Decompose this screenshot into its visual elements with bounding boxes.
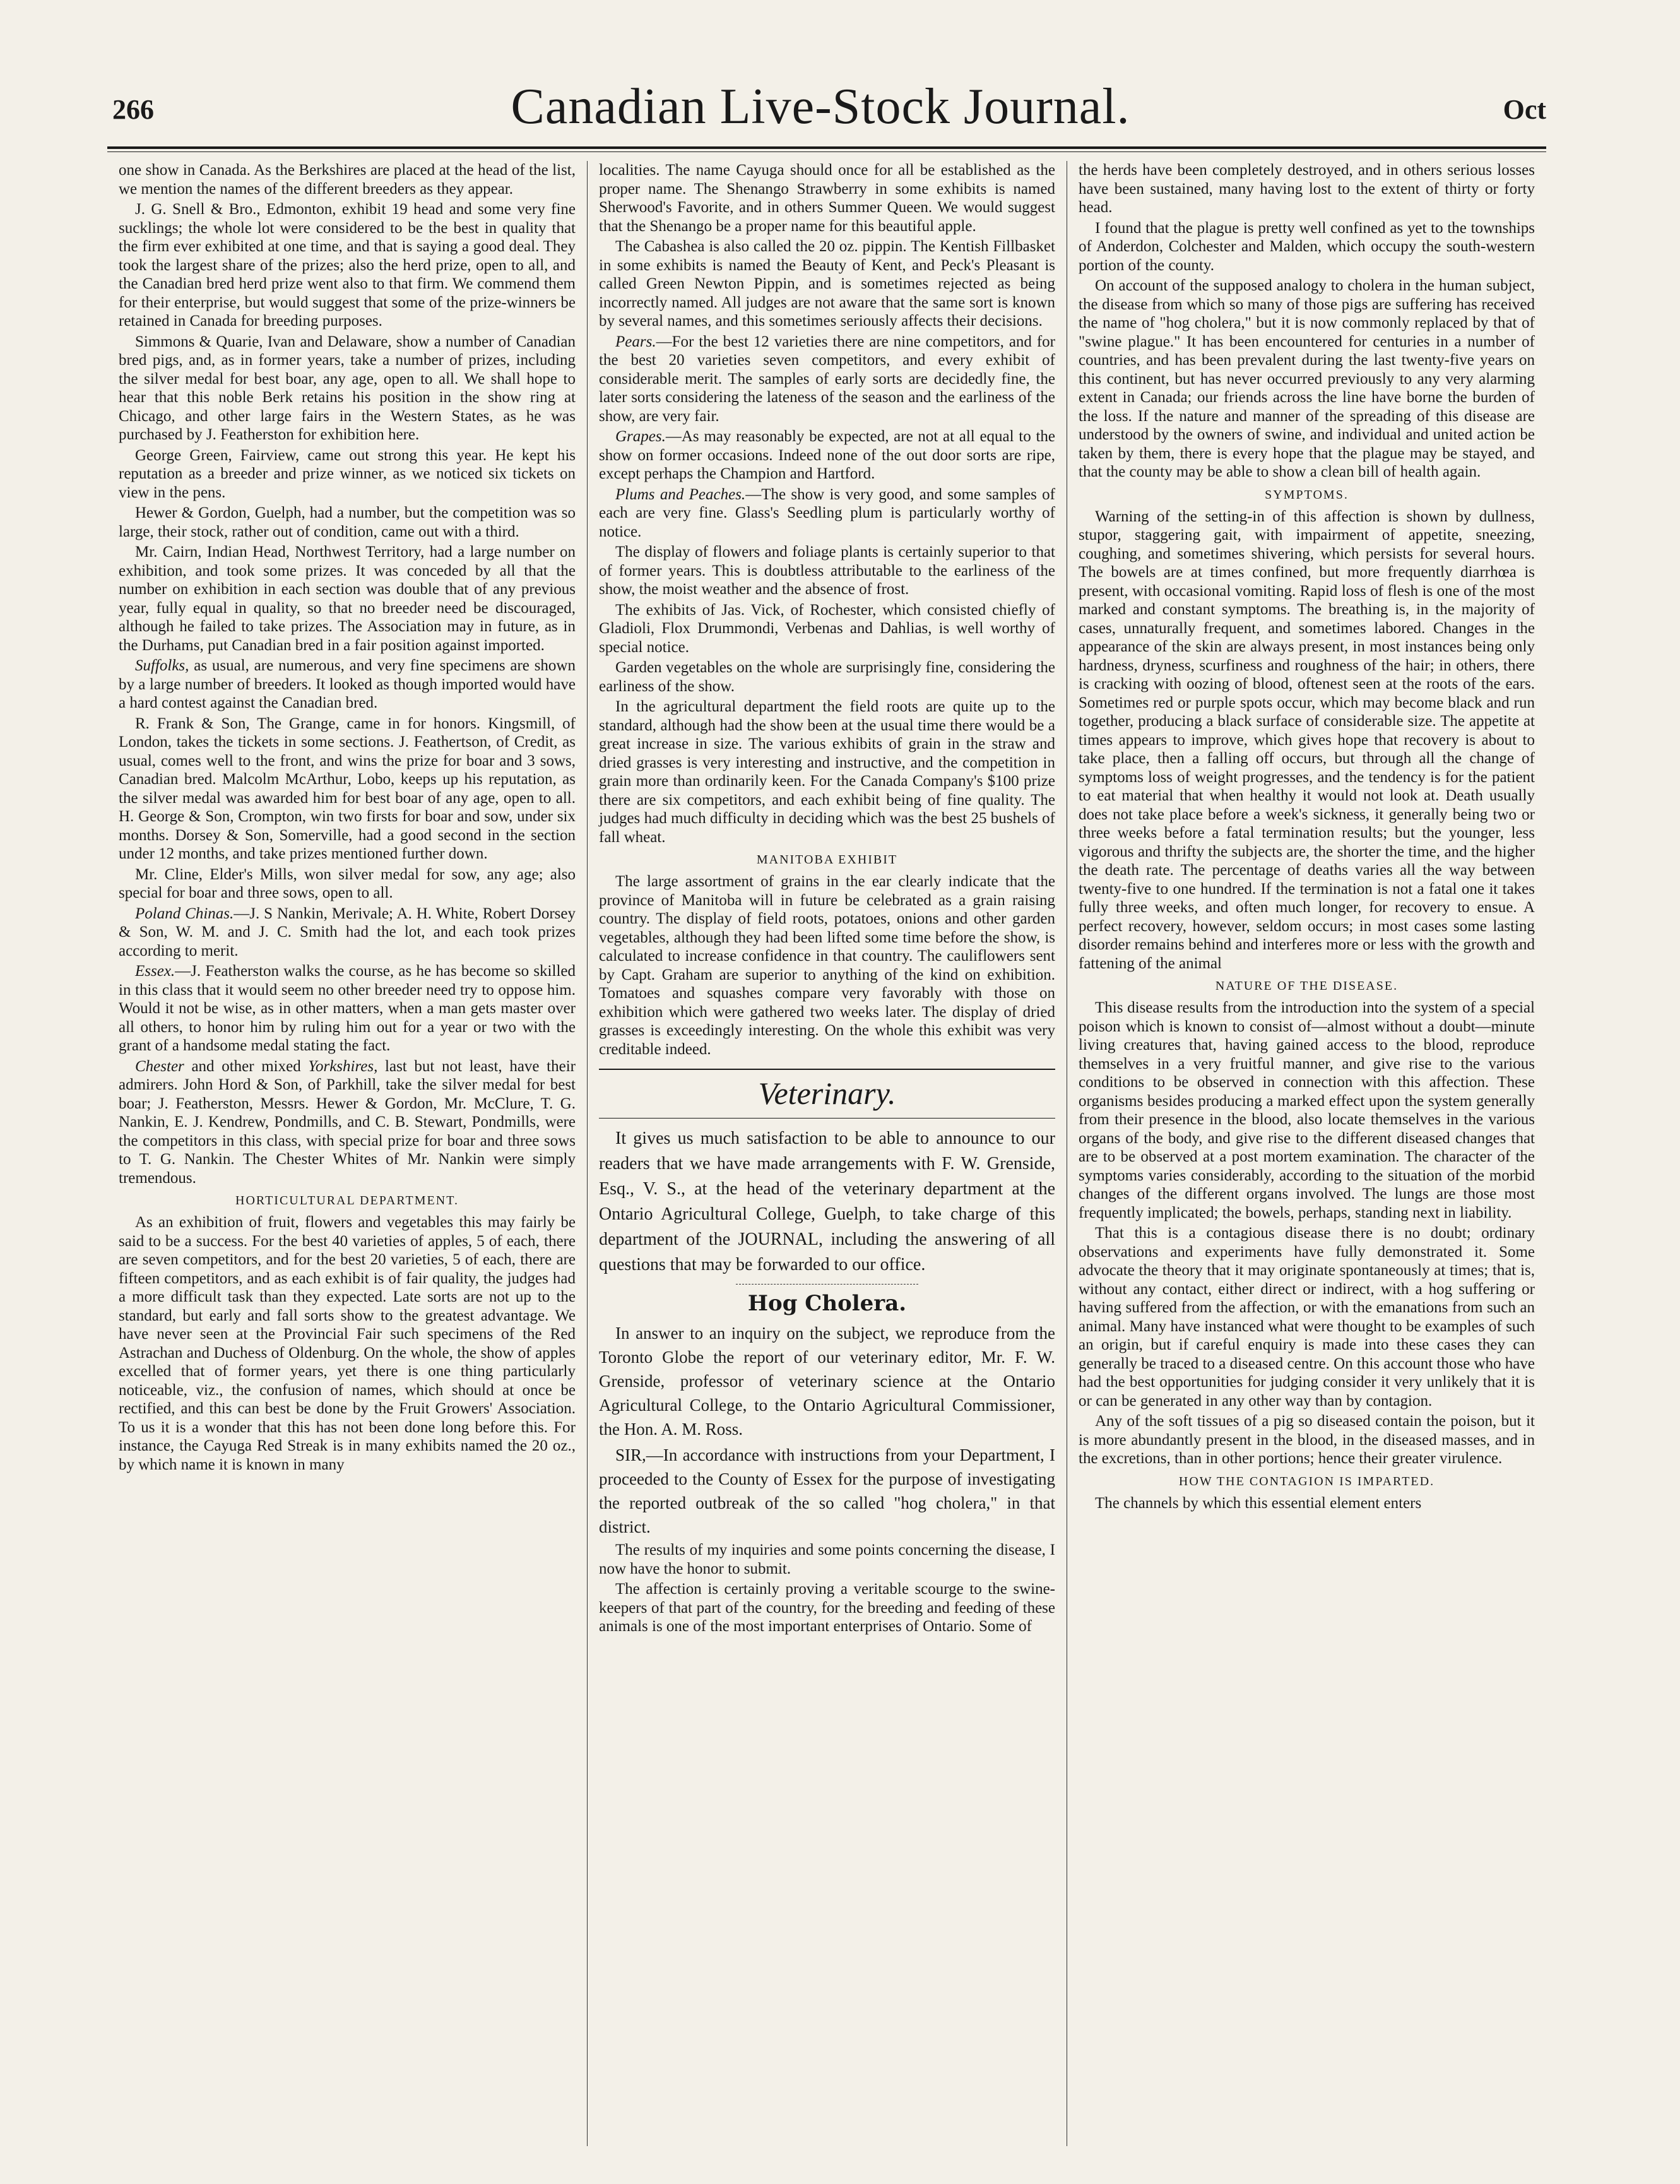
paragraph-text: last but not least, have their admirers. John Hord & Son, of Parkhill, take the silver medal for best boar; J. Featherston, Messrs. Hewer & Gordon, Mr. McClure, T. G. Nankin, E. J. Kendrew, Pondmills, and C. B. Stewart, Pondmills, were the competitors in this class, with special prize for boar and three sows to T. G. Nankin. The Chester Whites of Mr. Nankin were simply tremendous. — [119, 1057, 576, 1187]
section-heading: NATURE OF THE DISEASE. — [1215, 979, 1399, 993]
lead-in: Grapes. — [615, 428, 666, 445]
paragraph: Hewer & Gordon, Guelph, had a number, but the competition was so large, their stock, rather out of condition, came out with a third. — [119, 504, 576, 540]
page-header — [95, 76, 1546, 145]
paragraph: George Green, Fairview, came out strong this year. He kept his reputation as a breeder and prize winner, as we noticed six tickets on view in the pens. — [119, 446, 576, 501]
lead-in: Pears. — [615, 333, 656, 350]
paragraph: Mr. Cairn, Indian Head, Northwest Territory, had a large number on exhibition, and took some prizes. It was conceded by all that the number on exhibition in each section was double that of any previous year, fully equal in quality, so that no breeder need be discouraged, although he failed to take prizes. The Association may in future, as in the Durhams, put Canadian bred in a fair position against imported. — [119, 543, 576, 654]
paragraph-chester — [119, 1057, 576, 1188]
section-heading: HOW THE CONTAGION IS IMPARTED. — [1178, 1474, 1435, 1488]
paragraph: The exhibits of Jas. Vick, of Rochester, which consisted chiefly of Gladioli, Flox Drummondi, Verbenas and Dahlias, is well worthy of special notice. — [599, 601, 1055, 656]
paragraph: The Cabashea is also called the 20 oz. pippin. The Kentish Fillbasket in some exhibits is named the Beauty of Kent, and Peck's Pleasant is called Green Newton Pippin, and is sometimes rejected as being incorrectly named. All judges are not aware that the same sort is known by several names, and this sometimes seriously affects their decisions. — [599, 238, 1055, 329]
paragraph: That this is a contagious disease there is no doubt; ordinary observations and experiments have fully demonstrated it. Some advocate the theory that it may originate spontaneously at times; that is, without any contact, either direct or indirect, with a hog suffering or having suffered from the affection, or with the emanations from such an animal. Many have instanced what were thought to be examples of such an origin, but if careful enquiry is made into these cases they can generally be traced to a diseased centre. On this account those who have had the best opportunities for judging consider it very unlikely that it is or can be generated in any other way than by contagion. — [1079, 1225, 1535, 1410]
paragraph: It gives us much satisfaction to be able to announce to our readers that we have made arrangements with F. W. Grenside, Esq., V. S., at the head of the veterinary department at the Ontario Agricultural College, Guelph, to take charge of this department of the JOURNAL, including the answering of all questions that may be forwarded to our office. — [599, 1129, 1055, 1274]
paragraph-text: —For the best 12 varieties there are nine competitors, and for the best 20 varieties seven competitors, and every exhibit of considerable merit. The samples of early sorts are decidedly fine, the later sorts considering the lateness of the season and the earliness of the show, are very fair. — [599, 333, 1055, 425]
paragraph-poland-chinas — [119, 905, 576, 961]
section-heading: MANITOBA EXHIBIT — [756, 853, 898, 867]
lead-in: Poland Chinas. — [135, 905, 234, 922]
page-number: 266 — [112, 94, 154, 125]
paragraph: The display of flowers and foliage plants is certainly superior to that of former years. This is doubtless attributable to the earliness of the show, the moist weather and the absence of frost. — [599, 543, 1055, 598]
paragraph-pears — [599, 333, 1055, 426]
paragraph: Simmons & Quarie, Ivan and Delaware, show a number of Canadian bred pigs, and, as in former years, take a number of prizes, including the silver medal for best boar, any age, open to all. We shall hope to hear that this noble Berk retains his position in the show ring at Chicago, and other large fairs in the Western States, as he was purchased by J. Featherston for exhibition here. — [119, 333, 576, 443]
section-divider — [599, 1069, 1055, 1070]
paragraph-text: —J. S Nankin, Merivale; A. H. White, Robert Dorsey & Son, W. M. and J. C. Smith had the lot, and each took prizes according to merit. — [119, 905, 576, 959]
column-1 — [107, 161, 587, 2146]
article-title: Hog Cholera. — [747, 1291, 907, 1316]
paragraph: This disease results from the introduction into the system of a special poison which is known to consist of—almost without a doubt—minute living creatures that, having gained access to the blood, reproduce themselves in a very fruitful manner, and give rise to the various conditions to be observed in connection with this affection. These organisms besides producing a marked effect upon the system generally from their presence in the blood, also locate themselves in the various organs of the body, and give rise to the different diseased changes that are to be observed at a post mortem examination. The character of the symptoms varies considerably, according to the situation of the morbid changes of the different organs involved. The lungs are those most frequently implicated; the bowels, perhaps, standing next in liability. — [1079, 999, 1535, 1221]
paragraph-text: —J. Featherston walks the course, as he has become so skilled in this class that it would seem no other breeder need try to oppose him. Would it not be wise, as in other matters, when a man gets master over all others, to honor him by ruling him out for a year or two with the grant of a handsome medal stating the fact. — [119, 963, 576, 1054]
paragraph: The channels by which this essential element enters — [1095, 1494, 1422, 1512]
journal-page — [95, 76, 1546, 2146]
paragraph: Any of the soft tissues of a pig so diseased contain the poison, but it is more abundantly present in the blood, in the diseased masses, and in the excretions, than in other portions; hence their greater virulence. — [1079, 1413, 1535, 1467]
paragraph: Mr. Cline, Elder's Mills, won silver medal for sow, any age; also special for boar and three sows, open to all. — [119, 865, 576, 901]
lead-in: Essex. — [135, 963, 175, 980]
lead-in: Yorkshires, — [308, 1057, 378, 1075]
section-heading: SYMPTOMS. — [1265, 487, 1349, 502]
paragraph: The affection is certainly proving a veritable scourge to the swine-keepers of that part of the country, for the breeding and feeding of these animals is one of the most important enterprises of Ontario. Some of — [599, 1581, 1055, 1635]
paragraph: The results of my inquiries and some points concerning the disease, I now have the honor to submit. — [599, 1541, 1055, 1577]
issue-month: Oct — [1503, 94, 1546, 125]
header-rule — [107, 146, 1546, 149]
paragraph-text: —The show is very good, and some samples of each are very fine. Glass's Seedling plum is particularly worthy of notice. — [599, 485, 1055, 540]
paragraph: I found that the plague is pretty well confined as yet to the townships of Anderdon, Colchester and Malden, which occupy the south-western portion of the county. — [1079, 219, 1535, 274]
lead-in: Suffolks, — [135, 657, 189, 674]
paragraph-text: —As may reasonably be expected, are not at all equal to the show on former occasions. Indeed none of the out door sorts are ripe, except perhaps the Champion and Hartford. — [599, 428, 1055, 482]
paragraph-suffolks — [119, 656, 576, 713]
column-3 — [1067, 161, 1546, 2146]
text-columns — [107, 161, 1546, 2146]
section-divider-thin — [599, 1118, 1055, 1119]
column-2 — [587, 161, 1067, 2146]
paragraph: R. Frank & Son, The Grange, came in for honors. Kingsmill, of London, takes the tickets in some sections. J. Feathertson, of Credit, as usual, comes well to the front, and wins the prize for boar and 3 sows, Canadian bred. Malcolm McArthur, Lobo, keeps up his reputation, as the silver medal was awarded him for best boar of any age, open to all. H. George & Son, Crompton, win two firsts for boar and sow, under six months. Dorsey & Son, Somerville, had a good second in the section under 12 months, and take prizes mentioned further down. — [119, 715, 576, 862]
paragraph: On account of the supposed analogy to cholera in the human subject, the disease from which so many of those pigs are suffering has received the name of "hog cholera," but it is now commonly replaced by that of "swine plague." It has been encountered for centuries in a number of countries, and has been prevalent during the last twenty-five years on this continent, but has never occurred previously to any very alarming extent in Canada; our friends across the line have borne the burden of the loss. If the nature and manner of the spreading of this disease are understood by the owners of swine, and individual and united action be taken by them, there is every hope that the plague may be stayed, and that the county may be able to show a clean bill of health again. — [1079, 277, 1535, 480]
paragraph: As an exhibition of fruit, flowers and vegetables this may fairly be said to be a success. For the best 40 varieties of apples, 5 of each, there are seven competitors, and for the best 20 varieties, 5 of each, there are fifteen competitors, and as each exhibit is of fair quality, the judges had a more difficult task than they expected. Late sorts are not up to the standard, but early and fall sorts show to the greatest advantage. We have never seen at the Provincial Fair such specimens of the Red Astrachan and Duchess of Oldenburg. On the whole, the show of apples excelled that of former years, yet there is one thing particularly noticeable, viz., the confusion of names, which should at once be rectified, and this can best be done by the Fruit Growers' Association. To us it is a wonder that this has not been done long before this. For instance, the Cayuga Red Streak is in many exhibits named the 20 oz., by which name it is known in many — [119, 1214, 576, 1473]
paragraph-text: and other mixed — [184, 1057, 309, 1075]
paragraph: one show in Canada. As the Berkshires are placed at the head of the list, we mention the names of the different breeders as they appear. — [119, 162, 576, 198]
paragraph-grapes — [599, 427, 1055, 484]
header-rule-thin — [107, 151, 1546, 152]
section-heading: HORTICULTURAL DEPARTMENT. — [235, 1194, 459, 1208]
veterinary-heading: Veterinary. — [758, 1076, 896, 1111]
paragraph: Garden vegetables on the whole are surprisingly fine, considering the earliness of the show. — [599, 659, 1055, 695]
paragraph-essex — [119, 962, 576, 1055]
paragraph: Warning of the setting-in of this affection is shown by dullness, stupor, staggering gait, with impairment of appetite, sneezing, coughing, and sometimes shivering, which persists for several hours. The bowels are at times confined, but more frequently diarrhœa is present, with occasional vomiting. Rapid loss of flesh is one of the most marked and constant symptoms. The breathing is, in the majority of cases, unnaturally frequent, and sometimes labored. Changes in the appearance of the skin are always present, in most instances being only hardness, dryness, scurfiness and roughness of the hair; in others, there is cracking with oozing of blood, oftenest seen at the roots of the ears. Sometimes red or purple spots occur, which may become black and run together, producing a black surface of considerable size. The appetite at times appears to improve, which gives hope that recovery is about to take place, then a falling off occurs, but through all the change of symptoms loss of weight progresses, and the tendency is for the patient to eat material that when healthy it would not look at. Death usually does not take place before a week's sickness, it generally being two or three weeks before a fatal termination results; but the younger, less vigorous and thrifty the subjects are, the shorter the time, and the higher the death rate. The percentage of deaths varies all the way between twenty-five to one hundred. If the termination is not a fatal one it takes fully three weeks, and often much longer, for recovery to ensue. A perfect recovery, however, seldom occurs; in most cases some lasting disorder remains behind and interferes more or less with the growth and fattening of the animal — [1079, 507, 1535, 972]
lead-in: Chester — [135, 1057, 184, 1075]
paragraph: localities. The name Cayuga should once for all be established as the proper name. The Shenango Strawberry in some exhibits is named Sherwood's Favorite, and in others Summer Queen. We would suggest that the Shenango be a proper name for this beautiful apple. — [599, 162, 1055, 235]
paragraph: SIR,—In accordance with instructions from your Department, I proceeded to the County of Essex for the purpose of investigating the reported outbreak of the so called "hog cholera," in that district. — [599, 1445, 1055, 1536]
short-divider — [736, 1284, 918, 1285]
paragraph-text: as usual, are numerous, and very fine specimens are shown by a large number of breeders. It looked as though imported would have a hard contest against the Canadian bred. — [119, 657, 576, 711]
paragraph: In the agricultural department the field roots are quite up to the standard, although had the show been at the usual time there would be a great increase in size. The various exhibits of grain in the straw and dried grasses is very interesting and instructive, and the competition in grain more than ordinarily keen. For the Canada Company's $100 prize there are six competitors, and each exhibit being of fine quality. The judges had much difficulty in deciding which was the best 25 bushels of fall wheat. — [599, 698, 1055, 846]
lead-in: Plums and Peaches. — [615, 485, 746, 503]
paragraph-plums — [599, 485, 1055, 542]
journal-title: Canadian Live-Stock Journal. — [511, 79, 1130, 134]
veterinary-block — [599, 1126, 1055, 1539]
paragraph: the herds have been completely destroyed, and in others serious losses have been sustained, many having lost to the extent of thirty or forty head. — [1079, 162, 1535, 216]
paragraph: In answer to an inquiry on the subject, we reproduce from the Toronto Globe the report of our veterinary editor, Mr. F. W. Grenside, professor of veterinary science at the Ontario Agricultural College, to the Ontario Agricultural Commissioner, the Hon. A. M. Ross. — [599, 1324, 1055, 1439]
paragraph: The large assortment of grains in the ear clearly indicate that the province of Manitoba will in future be celebrated as a grain raising country. The display of field roots, potatoes, onions and other garden vegetables, although they had been lifted some time before the show, is calculated to increase confidence in that country. The cauliflowers sent by Capt. Graham are superior to anything of the kind on exhibition. Tomatoes and squashes compare very favorably with those on exhibition which were gathered two weeks later. The display of dried grasses is exceedingly interesting. On the whole this exhibit was very creditable indeed. — [599, 873, 1055, 1058]
paragraph: J. G. Snell & Bro., Edmonton, exhibit 19 head and some very fine sucklings; the whole lot were considered to be the best in quality that the firm ever exhibited at one time, and that is saying a good deal. They took the largest share of the prizes; also the herd prize, open to all, and the Canadian bred herd prize went also to that firm. We commend them for their enterprise, but would suggest that some of the prize-winners be retained in Canada for breeding purposes. — [119, 201, 576, 329]
